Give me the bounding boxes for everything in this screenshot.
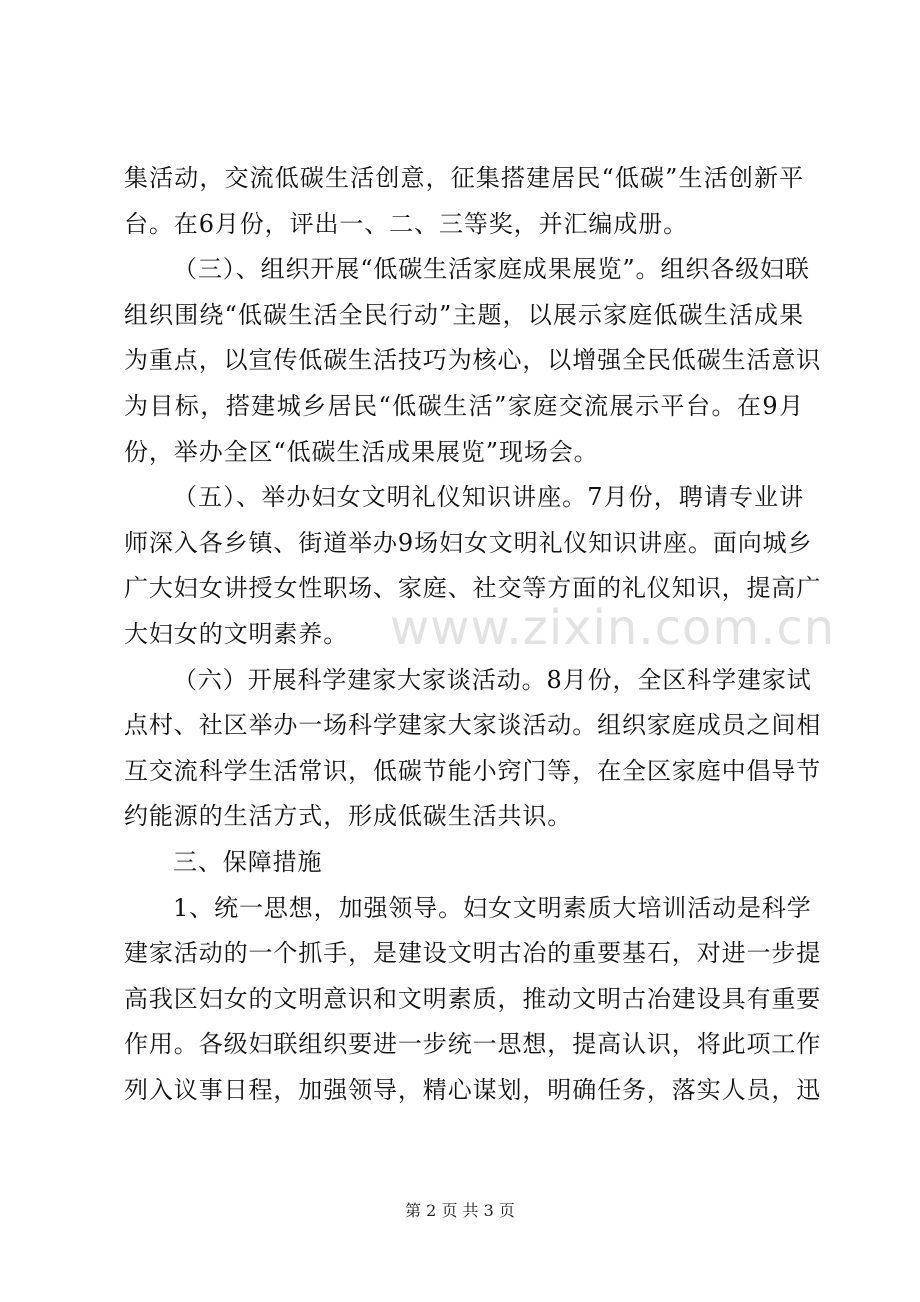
section-heading: 三、保障措施	[173, 847, 323, 876]
text-line-15: 约能源的生活方式，形成低碳生活共识。	[124, 802, 573, 831]
watermark: www.zixin.com.cn	[390, 600, 836, 656]
text-line-4: 组织围绕“低碳生活全民行动”主题，以展示家庭低碳生活成果	[124, 300, 804, 329]
text-line-11: 大妇女的文明素养。	[124, 619, 349, 648]
text-line-19: 高我区妇女的文明意识和文明素质，推动文明古冶建设具有重要	[124, 984, 822, 1013]
text-line-8: （五）、举办妇女文明礼仪知识讲座。7月份，聘请专业讲	[173, 483, 804, 512]
text-line-13: 点村、社区举办一场科学建家大家谈活动。组织家庭成员之间相	[124, 711, 822, 740]
text-line-7: 份，举办全区“低碳生活成果展览”现场会。	[124, 437, 599, 466]
text-line-17: 1、统一思想，加强领导。妇女文明素质大培训活动是科学	[173, 893, 812, 922]
text-line-14: 互交流科学生活常识，低碳节能小窍门等，在全区家庭中倡导节	[124, 756, 822, 785]
text-line-5: 为重点，以宣传低碳生活技巧为核心，以增强全民低碳生活意识	[124, 346, 822, 375]
page-number-footer: 第 2 页 共 3 页	[405, 1201, 515, 1220]
text-line-1: 集活动，交流低碳生活创意，征集搭建居民“低碳”生活创新平	[124, 164, 804, 192]
text-line-20: 作用。各级妇联组织要进一步统一思想，提高认识，将此项工作	[124, 1030, 822, 1059]
text-line-2: 台。在6月份，评出一、二、三等奖，并汇编成册。	[124, 209, 688, 238]
text-line-18: 建家活动的一个抓手，是建设文明古冶的重要基石，对进一步提	[124, 939, 822, 968]
text-line-3: （三）、组织开展“低碳生活家庭成果展览”。组织各级妇联	[173, 255, 810, 284]
text-line-12: （六）开展科学建家大家谈活动。8月份，全区科学建家试	[173, 665, 812, 694]
text-line-10: 广大妇女讲授女性职场、家庭、社交等方面的礼仪知识，提高广	[124, 574, 822, 603]
text-line-21: 列入议事日程，加强领导，精心谋划，明确任务，落实人员，迅	[124, 1075, 822, 1104]
text-line-6: 为目标，搭建城乡居民“低碳生活”家庭交流展示平台。在9月	[124, 391, 804, 420]
text-line-9: 师深入各乡镇、街道举办9场妇女文明礼仪知识讲座。面向城乡	[124, 528, 813, 557]
